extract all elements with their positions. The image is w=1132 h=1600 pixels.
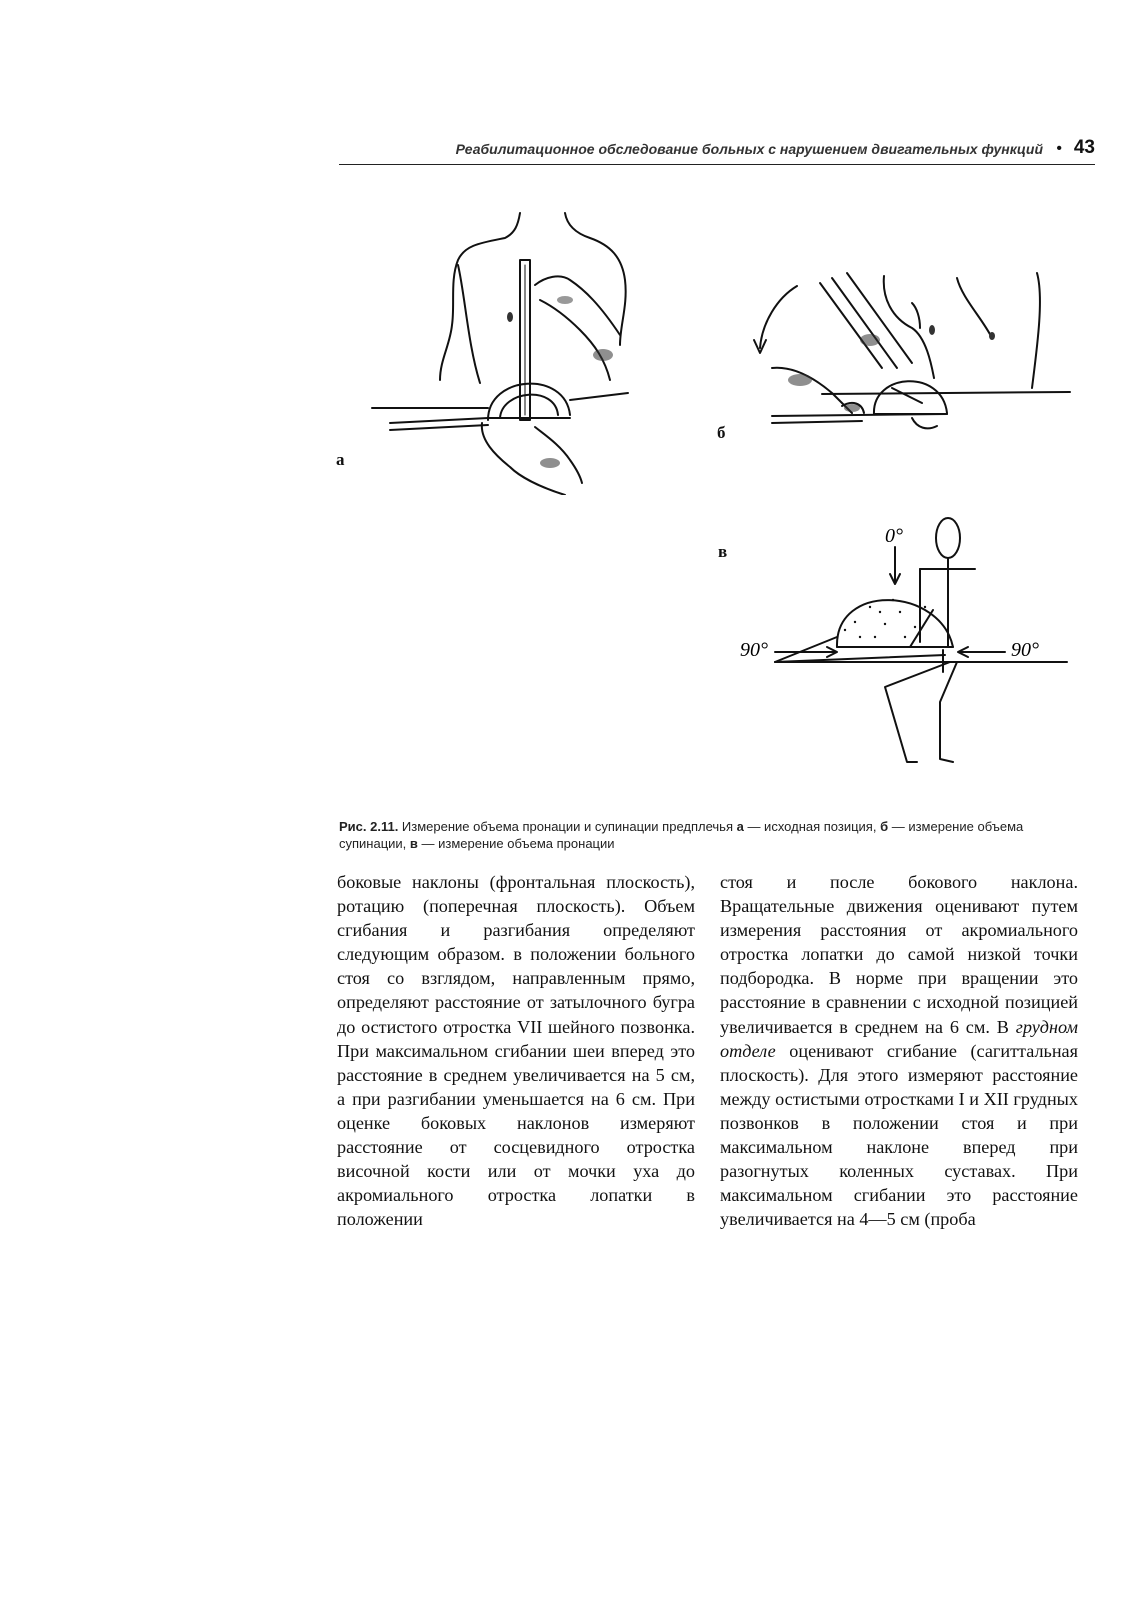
running-header — [339, 139, 1095, 165]
page-number: 43 — [1073, 137, 1095, 158]
panel-c-right-angle: 90° — [1011, 639, 1039, 661]
body-left-column — [337, 870, 695, 1231]
figure-panel-b — [752, 268, 1072, 443]
panel-a-label: а — [336, 450, 345, 469]
left-column-text: боковые наклоны (фронтальная плоскость), ротацию (поперечная плоскость). Объем сгибания и разгибания определяют следующим образом. в положении больного стоя со взглядом, направленным прямо, определяют расстояние от затылочного бугра до остистого отростка VII шейного позвонка. При максимальном сгибании шеи вперед это расстояние в среднем увеличивается на 5 см, а при разгибании уменьшается на 6 см. При оценке боковых наклонов измеряют расстояние от сосцевидного отростка височной кости или от мочки уха до акромиального отростка лопатки в положении — [337, 872, 695, 1230]
caption-text-4: — измерение объема пронации — [417, 836, 615, 851]
caption-key-c: в — [409, 836, 418, 851]
panel-c-left-angle: 90° — [740, 639, 768, 661]
figure-panel-c — [735, 512, 1075, 770]
caption-text-2: — исходная позиция, — [743, 819, 881, 834]
right-column-text-1: стоя и после бокового наклона. Вращательные движения оценивают путем измерения расстояния от акромиального отростка лопатки до самой низкой точки подбородка. В норме при вращении это расстояние в сравнении с исходной позицией увеличивается в среднем на 6 см. В — [720, 872, 1078, 1037]
body-right-column — [720, 870, 1078, 1231]
right-column-paragraph — [720, 870, 1078, 1231]
header-rule — [339, 164, 1095, 165]
caption-number: Рис. 2.11. — [339, 819, 399, 834]
figure-caption — [339, 818, 1094, 852]
running-title: Реабилитационное обследование больных с нарушением двигательных функций — [455, 141, 1043, 157]
header-bullet: • — [1056, 140, 1062, 157]
caption-text-1: Измерение объема пронации и супинации предплечья — [398, 819, 737, 834]
figure-panel-a — [370, 205, 630, 495]
caption-key-b: б — [880, 819, 889, 834]
panel-b-label: б — [717, 423, 726, 442]
panel-c-top-angle: 0° — [885, 525, 903, 547]
caption-key-a: а — [736, 819, 744, 834]
caption-text-3: — измерение объема супинации, — [339, 819, 1024, 851]
right-column-italic: грудном отделе — [720, 1016, 1078, 1061]
right-column-text-2: оценивают сгибание (сагиттальная плоскость). Для этого измеряют расстояние между остистыми отростками I и XII грудных позвонков в положении стоя и при максимальном наклоне вперед при разогнутых коленных суставах. При максимальном сгибании это расстояние увеличивается на 4—5 см (проба — [720, 1040, 1078, 1230]
panel-c-label: в — [718, 542, 728, 561]
